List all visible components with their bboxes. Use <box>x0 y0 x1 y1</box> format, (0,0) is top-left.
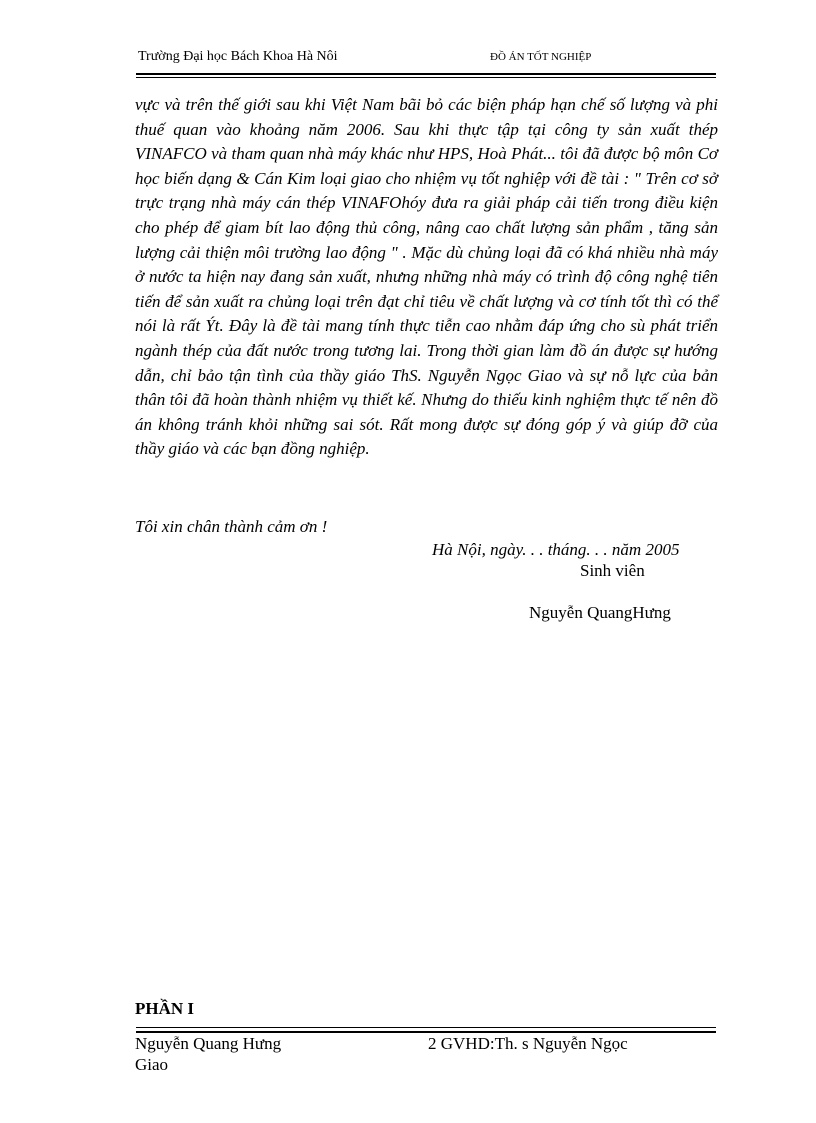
footer-author: Nguyễn Quang Hưng <box>135 1034 282 1053</box>
signature-name: Nguyễn QuangHưng <box>529 603 671 622</box>
body-paragraph-text: vực và trên thế giới sau khi Việt Nam bãi bỏ các biện pháp hạn chế số lượng và phi thuế quan vào khoảng năm 2006. Sau khi thực tập tại công ty sản xuất thép VINAFCO và tham quan nhà máy khác như HPS, Hoà Phát... tôi đã được bộ môn Cơ học biến dạng & Cán Kim loại giao cho nhiệm vụ tốt nghiệp với đề tài : " Trên cơ sở trực trạng nhà máy cán thép VINAFOhóy đưa ra giải pháp cải tiến trong điều kiện cho phép để giam bít lao động thủ công, nâng cao chất lượng sản phẩm , tăng sản lượng cải thiện môi trường lao động " . Mặc dù chủng loại đã có khá nhiều nhà máy ở nước ta hiện nay đang sản xuất, nhưng những nhà máy có trình độ công nghệ tiên tiến để sản xuất ra chủng loại trên đạt chỉ tiêu về chất lượng và cơ tính tốt thì có thể nói là rất Ýt. Đây là đề tài mang tính thực tiễn cao nhằm đáp ứng cho sù phát triển ngành thép của đất nước trong tương lai. Trong thời gian làm đồ án được sự hướng dẫn, chỉ bảo tận tình của thầy giáo ThS. Nguyễn Ngọc Giao và sự nỗ lực của bản thân tôi đã hoàn thành nhiệm vụ thiết kế. Nhưng do thiếu kinh nghiệm thực tế nên đồ án không tránh khỏi những sai sót. Rất mong được sự đóng góp ý và giúp đỡ của thầy giáo và các bạn đồng nghiệp. <box>135 95 718 459</box>
footer-rule-thick <box>136 1031 716 1033</box>
header-document-type: ĐỒ ÁN TỐT NGHIỆP <box>490 51 592 63</box>
footer-rule-thin <box>136 1027 716 1028</box>
header-rule-thick <box>136 73 716 75</box>
header-school-name: Trường Đại học Bách Khoa Hà Nôi <box>138 49 338 64</box>
header-rule-thin <box>136 77 716 78</box>
footer-page-advisor: 2 GVHD:Th. s Nguyễn Ngọc <box>428 1034 628 1053</box>
body-paragraph <box>135 93 718 462</box>
signature-date: Hà Nội, ngày. . . tháng. . . năm 2005 <box>432 540 680 559</box>
footer-advisor-continued: Giao <box>135 1055 169 1074</box>
signature-label: Sinh viên <box>580 561 645 580</box>
closing-line: Tôi xin chân thành cảm ơn ! <box>135 517 328 536</box>
section-title: PHẦN I <box>135 999 195 1018</box>
